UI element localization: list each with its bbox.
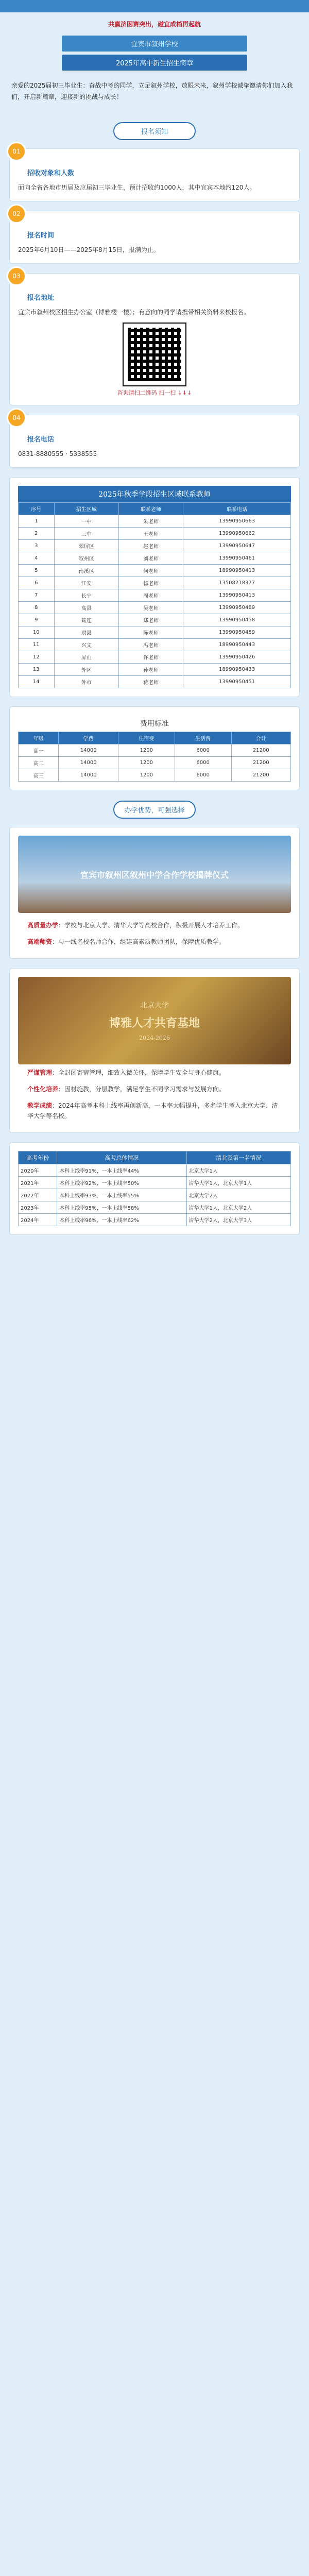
- bullet-5: 教学成绩：2024年高考本科上线率再创新高，一本率大幅提升，多名学生考入北京大学、清华大学等名校。: [27, 1102, 278, 1120]
- card-2: [9, 211, 300, 264]
- table-cell: 1200: [118, 757, 175, 769]
- table-cell: 21200: [231, 757, 291, 769]
- table-cell: 5: [19, 565, 55, 577]
- card-title: 报名电话: [27, 436, 55, 444]
- card-text: 宜宾市叙州校区招生办公室（博雅楼一楼）；有意向的同学请携带相关资料来校报名。: [18, 309, 250, 316]
- table-cell: 蒋老师: [118, 676, 183, 688]
- bullet-title: 个性化培养: [27, 1086, 59, 1093]
- table-cell: 许老师: [118, 651, 183, 664]
- table-row: [19, 769, 291, 782]
- table-cell: 1200: [118, 744, 175, 757]
- table-cell: 高二: [19, 757, 59, 769]
- table-row: [19, 664, 291, 676]
- table-header: 合计: [231, 732, 291, 744]
- table-cell: 珙县: [54, 626, 118, 639]
- table-cell: 朱老师: [118, 515, 183, 528]
- table-header: 高考总体情况: [57, 1151, 186, 1164]
- table-cell: 21200: [231, 769, 291, 782]
- table-cell: 外区: [54, 664, 118, 676]
- bullet-text: 与一线名校名师合作，组建高素质教师团队，保障优质教学。: [58, 938, 226, 945]
- card-title: 报名地址: [27, 294, 55, 302]
- table-cell: 北京大学1人: [186, 1164, 290, 1177]
- table-cell: 吴老师: [118, 602, 183, 614]
- table-cell: 2024年: [19, 1214, 57, 1226]
- qr-label: 咨询请扫二维码 扫一扫 ↓↓↓: [117, 389, 192, 396]
- plaque-card: [9, 968, 300, 1133]
- table-cell: 高县: [54, 602, 118, 614]
- table-row: [19, 614, 291, 626]
- intro-paragraph: 亲爱的2025届初三毕业生：奋战中考的同学，立足叙州学校，放眼未来，叙州学校诚挚邀请你们加入我们，开启新篇章，迎接新的挑战与成长！: [11, 82, 293, 100]
- table-header: 住宿费: [118, 732, 175, 744]
- table-cell: 冯老师: [118, 639, 183, 651]
- table-cell: 本科上线率93%，一本上线率55%: [57, 1189, 186, 1201]
- table-cell: 13990950458: [183, 614, 291, 626]
- table-cell: 13990950459: [183, 626, 291, 639]
- lead-text: 共赢济困赛突出，碰宜成梢再起航: [108, 21, 201, 28]
- table-cell: 高三: [19, 769, 59, 782]
- table-header: 清北及第一名情况: [186, 1151, 290, 1164]
- table-cell: 刘老师: [118, 552, 183, 565]
- table-cell: 13990950489: [183, 602, 291, 614]
- table-cell: 6000: [175, 757, 231, 769]
- table-cell: 筠连: [54, 614, 118, 626]
- fee-card: [9, 706, 300, 790]
- table-cell: 屏山: [54, 651, 118, 664]
- table-row: [19, 589, 291, 602]
- table-cell: 2021年: [19, 1177, 57, 1189]
- table-row: [19, 639, 291, 651]
- table-cell: 南溪区: [54, 565, 118, 577]
- table-cell: 清华大学1人，北京大学2人: [186, 1201, 290, 1214]
- table-cell: 14: [19, 676, 55, 688]
- table-cell: 14000: [59, 744, 118, 757]
- bullet-title: 严谨管理: [27, 1069, 53, 1076]
- table-cell: 11: [19, 639, 55, 651]
- table-cell: 13990950413: [183, 589, 291, 602]
- table-cell: 14000: [59, 757, 118, 769]
- bullet-3: 严谨管理：全封闭寄宿管理，细致入微关怀，保障学生安全与身心健康。: [27, 1069, 226, 1076]
- table-cell: 9: [19, 614, 55, 626]
- table-cell: 何老师: [118, 565, 183, 577]
- table-cell: 3: [19, 540, 55, 552]
- table-cell: 本科上线率95%，一本上线率58%: [57, 1201, 186, 1214]
- plaque-image: [18, 977, 291, 1064]
- table-cell: 陈老师: [118, 626, 183, 639]
- bullet-text: 2024年高考本科上线率再创新高，一本率大幅提升，多名学生考入北京大学、清华大学等名校。: [27, 1102, 278, 1120]
- card-text: 0831-8880555 · 5338555: [18, 450, 97, 457]
- bullet-text: 因材施教，分层教学，满足学生不同学习需求与发展方向。: [64, 1086, 226, 1093]
- table-cell: 兴文: [54, 639, 118, 651]
- table-row: [19, 651, 291, 664]
- table-row: [19, 1177, 291, 1189]
- table-cell: 翠屏区: [54, 540, 118, 552]
- table-header: 联系老师: [118, 503, 183, 515]
- table-cell: 清华大学1人，北京大学1人: [186, 1177, 290, 1189]
- photo-card: [9, 827, 300, 959]
- title-block: [62, 36, 247, 71]
- table-cell: 10: [19, 626, 55, 639]
- table-cell: 6000: [175, 744, 231, 757]
- section-head-report: 报名须知: [113, 122, 196, 140]
- contact-table-title: 2025年秋季学段招生区域联系教师: [18, 486, 291, 502]
- table-row: [19, 1189, 291, 1201]
- table-cell: 6: [19, 577, 55, 589]
- table-cell: 12: [19, 651, 55, 664]
- bullet-title: 高质量办学: [27, 922, 59, 929]
- table-row: [19, 552, 291, 565]
- table-row: [19, 676, 291, 688]
- plaque-line-3: 2024-2026: [139, 1035, 170, 1041]
- table-cell: 18990950443: [183, 639, 291, 651]
- table-cell: 周老师: [118, 589, 183, 602]
- table-header: 生活费: [175, 732, 231, 744]
- table-cell: 外市: [54, 676, 118, 688]
- card-3: [9, 273, 300, 405]
- table-cell: 北京大学2人: [186, 1189, 290, 1201]
- table-row: [19, 757, 291, 769]
- badge-2: 02: [7, 204, 26, 224]
- table-cell: 三中: [54, 528, 118, 540]
- table-row: [19, 1214, 291, 1226]
- contact-card: [9, 477, 300, 697]
- badge-3: 03: [7, 266, 26, 286]
- table-cell: 7: [19, 589, 55, 602]
- bullet-title: 高端师资: [27, 938, 53, 945]
- table-header: 招生区域: [54, 503, 118, 515]
- table-header: 联系电话: [183, 503, 291, 515]
- qr-code-icon[interactable]: [124, 324, 185, 385]
- table-cell: 一中: [54, 515, 118, 528]
- fee-title: 费用标准: [140, 720, 169, 728]
- table-cell: 14000: [59, 769, 118, 782]
- top-strip: [0, 0, 309, 12]
- card-text: 面向全省各地市历届及应届初三毕业生，预计招收约1000人，其中宜宾本地约120人。: [18, 184, 256, 191]
- table-cell: 杨老师: [118, 577, 183, 589]
- table-cell: 6000: [175, 769, 231, 782]
- table-row: [19, 1164, 291, 1177]
- bullet-text: 学校与北京大学、清华大学等高校合作，积极开展人才培养工作。: [64, 922, 244, 929]
- bullet-4: 个性化培养：因材施教，分层教学，满足学生不同学习需求与发展方向。: [27, 1086, 226, 1093]
- table-cell: 本科上线率91%，一本上线率44%: [57, 1164, 186, 1177]
- table-cell: 本科上线率96%，一本上线率62%: [57, 1214, 186, 1226]
- plaque-line-1: 北京大学: [140, 1002, 169, 1010]
- photo-caption: 宜宾市叙州区叙州中学合作学校揭牌仪式: [80, 870, 229, 880]
- table-row: [19, 626, 291, 639]
- table-cell: 13990950663: [183, 515, 291, 528]
- table-cell: 长宁: [54, 589, 118, 602]
- table-cell: 18990950413: [183, 565, 291, 577]
- table-cell: 2: [19, 528, 55, 540]
- table-cell: 2022年: [19, 1189, 57, 1201]
- fee-table: [18, 732, 291, 782]
- card-4: [9, 415, 300, 468]
- table-cell: 清华大学2人，北京大学3人: [186, 1214, 290, 1226]
- table-row: [19, 565, 291, 577]
- card-title: 招收对象和人数: [27, 170, 75, 177]
- table-cell: 2020年: [19, 1164, 57, 1177]
- bullet-2: 高端师资：与一线名校名师合作，组建高素质教师团队，保障优质教学。: [27, 938, 226, 945]
- contact-table: [18, 502, 291, 688]
- table-header: 高考年份: [19, 1151, 57, 1164]
- table-cell: 4: [19, 552, 55, 565]
- table-row: [19, 515, 291, 528]
- bullet-text: 全封闭寄宿管理，细致入微关怀，保障学生安全与身心健康。: [58, 1069, 226, 1076]
- table-cell: 13: [19, 664, 55, 676]
- card-1: [9, 148, 300, 201]
- table-cell: 赵老师: [118, 540, 183, 552]
- table-cell: 高一: [19, 744, 59, 757]
- table-cell: 13990950662: [183, 528, 291, 540]
- table-cell: 江安: [54, 577, 118, 589]
- table-cell: 叙州区: [54, 552, 118, 565]
- bullet-title: 教学成绩: [27, 1102, 53, 1109]
- table-cell: 13990950451: [183, 676, 291, 688]
- table-row: [19, 1201, 291, 1214]
- table-row: [19, 528, 291, 540]
- table-cell: 13990950647: [183, 540, 291, 552]
- table-row: [19, 602, 291, 614]
- card-text: 2025年6月10日——2025年8月15日，报满为止。: [18, 246, 160, 253]
- card-title: 报名时间: [27, 232, 55, 240]
- table-row: [19, 540, 291, 552]
- table-cell: 13990950426: [183, 651, 291, 664]
- table-header: 学费: [59, 732, 118, 744]
- history-table: [18, 1151, 291, 1226]
- table-cell: 8: [19, 602, 55, 614]
- table-cell: 孙老师: [118, 664, 183, 676]
- table-cell: 2023年: [19, 1201, 57, 1214]
- table-cell: 18990950433: [183, 664, 291, 676]
- brochure-title: 2025年高中新生招生简章: [62, 55, 247, 71]
- table-cell: 王老师: [118, 528, 183, 540]
- plaque-line-2: 博雅人才共育基地: [109, 1016, 200, 1030]
- table-header: 序号: [19, 503, 55, 515]
- ceremony-photo: [18, 836, 291, 913]
- badge-1: 01: [7, 142, 26, 161]
- table-cell: 13990950461: [183, 552, 291, 565]
- table-cell: 21200: [231, 744, 291, 757]
- section-head-advantage: 办学优势，可强选择: [113, 801, 196, 819]
- table-cell: 1: [19, 515, 55, 528]
- history-card: [9, 1142, 300, 1235]
- bullet-1: 高质量办学：学校与北京大学、清华大学等高校合作，积极开展人才培养工作。: [27, 922, 244, 929]
- table-row: [19, 577, 291, 589]
- table-header: 年级: [19, 732, 59, 744]
- table-cell: 郑老师: [118, 614, 183, 626]
- table-cell: 13508218377: [183, 577, 291, 589]
- table-cell: 1200: [118, 769, 175, 782]
- table-row: [19, 744, 291, 757]
- badge-4: 04: [7, 408, 26, 428]
- table-cell: 本科上线率92%，一本上线率50%: [57, 1177, 186, 1189]
- school-title: 宜宾市叙州学校: [62, 36, 247, 52]
